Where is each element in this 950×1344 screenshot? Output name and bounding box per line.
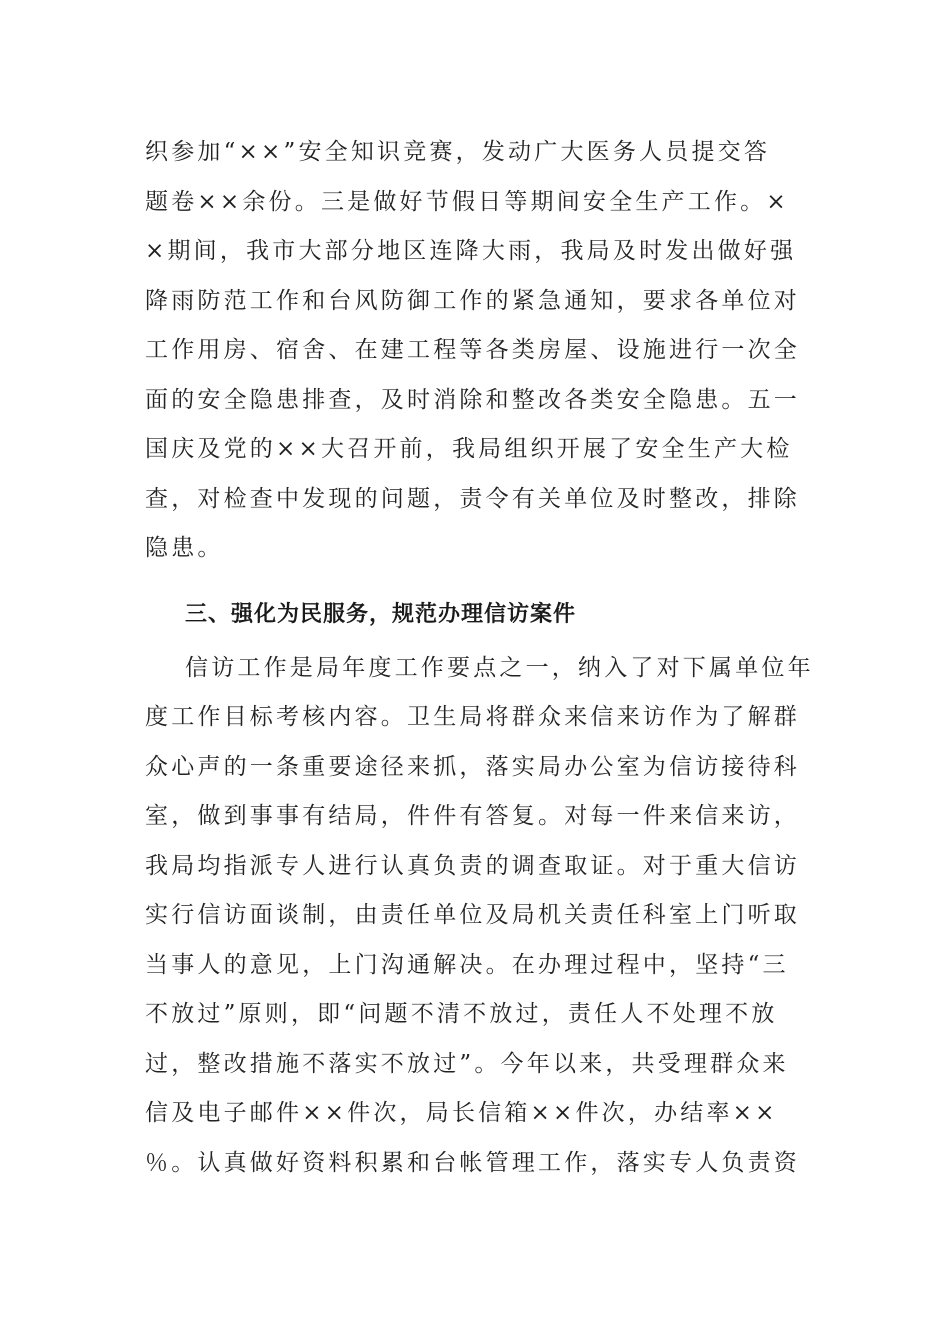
text-line: 不放过”原则，即“问题不清不放过，责任人不处理不放 — [145, 1001, 778, 1027]
section-heading: 三、强化为民服务，规范办理信访案件 — [185, 601, 577, 627]
paragraph-petition-work — [145, 644, 814, 1189]
text-line: 查，对检查中发现的问题，责令有关单位及时整改，排除 — [145, 485, 800, 512]
text-line: 室，做到事事有结局，件件有答复。对每一件来信来访， — [145, 803, 800, 829]
text-line: 降雨防范工作和台风防御工作的紧急通知，要求各单位对 — [145, 287, 800, 314]
text-line: ×期间，我市大部分地区连降大雨，我局及时发出做好强 — [145, 238, 797, 264]
text-line: 隐患。 — [145, 535, 224, 561]
text-line: 国庆及党的××大召开前，我局组织开展了安全生产大检 — [145, 436, 793, 462]
text-line: 度工作目标考核内容。卫生局将群众来信来访作为了解群 — [145, 704, 800, 730]
text-line: 面的安全隐患排查，及时消除和整改各类安全隐患。五一 — [145, 386, 800, 413]
text-line: 我局均指派专人进行认真负责的调查取证。对于重大信访 — [145, 852, 800, 879]
text-line: 信及电子邮件××件次，局长信箱××件次，办结率×× — [145, 1100, 778, 1126]
text-line: 工作用房、宿舍、在建工程等各类房屋、设施进行一次全 — [145, 337, 800, 363]
paragraph-safety-production — [145, 128, 807, 574]
text-line: 信访工作是局年度工作要点之一，纳入了对下属单位年 — [185, 654, 814, 681]
text-line: 织参加“××”安全知识竞赛，发动广大医务人员提交答 — [145, 139, 771, 165]
text-line: 当事人的意见，上门沟通解决。在办理过程中，坚持“三 — [145, 951, 789, 978]
text-line: 众心声的一条重要途径来抓，落实局办公室为信访接待科 — [145, 753, 800, 780]
document-body — [145, 128, 814, 1188]
spacer — [145, 574, 807, 582]
text-line: 实行信访面谈制，由责任单位及局机关责任科室上门听取 — [145, 902, 800, 928]
text-line: 题卷××余份。三是做好节假日等期间安全生产工作。× — [145, 188, 789, 215]
text-line: ％。认真做好资料积累和台帐管理工作，落实专人负责资 — [145, 1149, 800, 1176]
text-line: 过，整改措施不落实不放过”。今年以来，共受理群众来 — [145, 1050, 789, 1077]
